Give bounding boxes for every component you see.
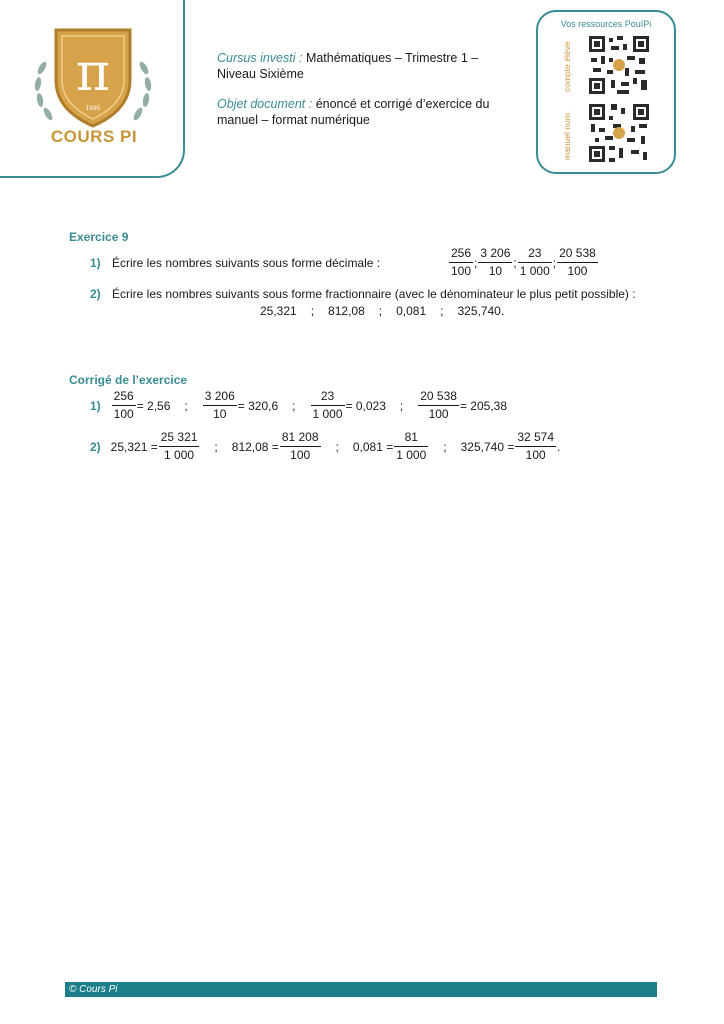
footer-copyright: © Cours Pi — [69, 984, 118, 995]
separator: ; — [335, 439, 339, 454]
separator: ; — [292, 398, 296, 413]
qr-code-student[interactable] — [587, 34, 651, 96]
question-1-text: Écrire les nombres suivants sous forme décimale : — [112, 256, 381, 270]
result: = 0,023 — [345, 398, 386, 413]
separator: ; — [310, 304, 315, 318]
cursus-line — [217, 50, 517, 82]
separator: ; — [399, 398, 404, 413]
result: = 320,6 — [237, 398, 279, 413]
result: = 205,38 — [459, 398, 507, 413]
separator: ; — [440, 304, 444, 318]
fraction: $\frac{81}{1 000}$ — [396, 430, 427, 462]
resources-panel — [536, 10, 676, 174]
number-label: 325,740 = — [460, 439, 515, 454]
document-meta — [217, 50, 517, 142]
separator: ; — [474, 255, 478, 270]
question-2-numbers — [260, 304, 504, 318]
logo-panel — [0, 0, 185, 178]
result: = 2,56 — [136, 398, 171, 413]
question-2-number: 2) — [90, 287, 101, 301]
correction-title: Corrigé de l’exercice — [69, 373, 188, 387]
cursus-label: Cursus investi : — [217, 51, 303, 65]
number-label: 812,08 = — [231, 439, 279, 454]
answer-1 — [90, 389, 507, 422]
question-2 — [90, 287, 636, 301]
resources-title: Vos ressources PouIPi — [560, 19, 652, 29]
fraction: $\frac{23}{1 000}$ — [519, 246, 550, 278]
separator: ; — [378, 304, 383, 318]
objet-label: Objet document : — [217, 97, 313, 111]
exercise-title: Exercice 9 — [69, 230, 129, 244]
end-dot: . — [557, 439, 561, 454]
number-label: 25,321 = — [110, 439, 158, 454]
fraction: $\frac{23}{1 000}$ — [312, 389, 343, 421]
number-item: 0,081 — [396, 304, 427, 318]
objet-value: énoncé et corrigé d’exercice du manuel – format numérique — [217, 97, 490, 127]
separator: ; — [214, 439, 218, 454]
end-dot: . — [500, 304, 505, 318]
fraction: $\frac{3 206}{10}$ — [480, 246, 511, 278]
question-2-text: Écrire les nombres suivants sous forme fractionnaire (avec le dénominateur le plus petit possible) : — [112, 287, 636, 301]
qr-label-manual: manuel num. — [562, 110, 572, 160]
number-item: 812,08 — [328, 304, 365, 318]
answer-1-number: 1) — [90, 398, 101, 413]
fraction: $\frac{20 538}{100}$ — [559, 246, 596, 278]
fraction: $\frac{256}{100}$ — [451, 246, 472, 278]
separator: ; — [184, 398, 188, 413]
number-item: 325,740 — [457, 304, 501, 318]
footer-bar — [65, 982, 657, 997]
qr-label-student: compte élève — [562, 41, 572, 93]
number-item: 25,321 — [260, 304, 297, 318]
fraction: $\frac{3 206}{10}$ — [204, 389, 235, 421]
logo-text: COURS PI — [50, 127, 138, 146]
svg-text:π: π — [75, 43, 111, 103]
separator: ; — [443, 439, 447, 454]
separator: ; — [552, 255, 557, 270]
cursus-value: Mathématiques – Trimestre 1 – Niveau Sixième — [217, 51, 479, 81]
qr-code-manual[interactable] — [587, 102, 651, 164]
number-label: 0,081 = — [352, 439, 394, 454]
objet-line — [217, 96, 517, 128]
separator: ; — [513, 255, 517, 270]
answer-2-number: 2) — [90, 439, 101, 454]
question-1 — [90, 256, 380, 270]
answer-2 — [90, 430, 560, 463]
fraction: $\frac{256}{100}$ — [113, 389, 134, 421]
fraction: $\frac{81 208}{100}$ — [281, 430, 319, 462]
question-1-fractions — [448, 246, 599, 279]
fraction: $\frac{32 574}{100}$ — [517, 430, 555, 462]
svg-text:1995: 1995 — [85, 105, 101, 112]
fraction: $\frac{25 321}{1 000}$ — [160, 430, 198, 462]
fraction: $\frac{20 538}{100}$ — [420, 389, 457, 421]
question-1-number: 1) — [90, 256, 101, 270]
